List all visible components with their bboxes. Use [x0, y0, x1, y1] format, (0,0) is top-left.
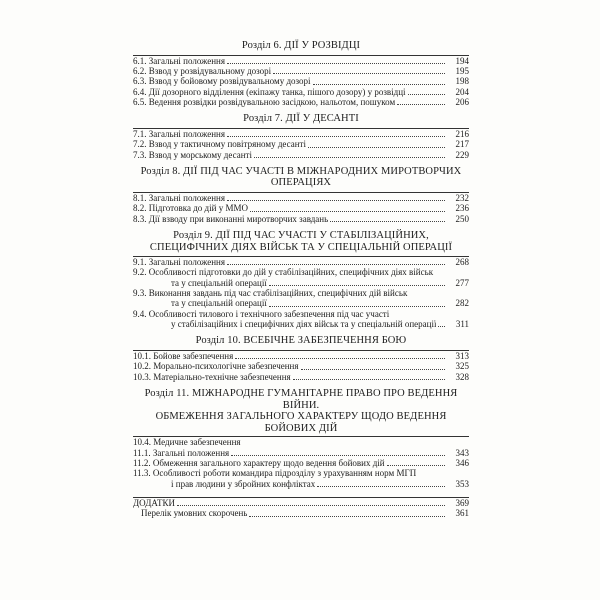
toc-entry-text: 8.3. Дії взводу при виконанні миротворчих завдань	[133, 213, 329, 224]
dot-leader	[227, 63, 445, 64]
toc-entry-text: та у спеціальній операції	[171, 298, 267, 309]
section-heading[interactable]	[133, 230, 469, 253]
toc-entry-text: 9.1. Загальні положення	[133, 257, 226, 268]
dot-leader	[177, 505, 445, 506]
toc-entry[interactable]	[133, 97, 469, 107]
page-number: 325	[455, 361, 469, 372]
dot-leader	[301, 369, 446, 370]
dot-leader	[438, 326, 445, 327]
dot-leader	[308, 147, 445, 148]
toc-entry[interactable]	[133, 468, 469, 489]
toc-entry-text: 10.4. Медичне забезпечення	[133, 437, 241, 448]
dot-leader	[387, 465, 445, 466]
section-heading-line: Розділ 6. ДІЇ У РОЗВІДЦІ	[241, 40, 361, 51]
table-of-contents	[133, 40, 469, 519]
toc-entry-text: 8.2. Підготовка до дій у ММО	[133, 203, 248, 214]
toc-entry[interactable]	[133, 203, 469, 213]
page-number: 311	[455, 319, 469, 330]
toc-entry[interactable]	[133, 56, 469, 66]
page-number: 250	[455, 213, 469, 224]
toc-entry[interactable]	[133, 267, 469, 288]
appendix-title: ДОДАТКИ	[133, 497, 176, 508]
section-heading-line: Розділ 8. ДІЇ ПІД ЧАС УЧАСТІ В МІЖНАРОДНИХ МИРОТВОРЧИХ	[140, 165, 462, 177]
toc-entry-text: 10.1. Бойове забезпечення	[133, 351, 234, 362]
toc-entry[interactable]	[133, 372, 469, 382]
toc-entry-text: Перелік умовних скорочень	[141, 508, 248, 519]
toc-entry-text: 11.3. Особливості роботи командира підрозділу з урахуванням норм МГП	[133, 468, 417, 479]
section-heading-line: ОПЕРАЦІЯХ	[270, 177, 332, 189]
toc-entry-text: 6.4. Дії дозорного відділення (екіпажу танка, пішого дозору) у розвідці	[133, 86, 406, 97]
dot-leader	[227, 264, 445, 265]
dot-leader	[317, 486, 445, 487]
toc-entry[interactable]	[133, 87, 469, 97]
page-number: 328	[455, 371, 469, 382]
page-number: 194	[455, 55, 469, 66]
page-number: 216	[455, 128, 469, 139]
page-number: 346	[455, 457, 469, 468]
toc-entry-text: 6.5. Ведення розвідки розвідувальною засідкою, нальотом, пошуком	[133, 96, 396, 107]
toc-entry-text: 9.3. Виконання завдань під час стабілізаційних, специфічних дій військ	[133, 288, 408, 299]
toc-entry[interactable]	[133, 257, 469, 267]
dot-leader	[231, 455, 445, 456]
dot-leader	[269, 306, 445, 307]
toc-entry-text: 11.2. Обмеження загального характеру щодо ведення бойових дій	[133, 457, 385, 468]
toc-entry[interactable]	[133, 193, 469, 203]
appendix-title-entry[interactable]	[133, 498, 469, 508]
toc-section-s7	[133, 113, 469, 160]
toc-entry-text: та у спеціальній операції	[171, 277, 267, 288]
toc-entry[interactable]	[133, 508, 469, 518]
toc-entry-text: 9.4. Особливості тилового і технічного забезпечення під час участі	[133, 308, 390, 319]
toc-entry-text: 10.2. Морально-психологічне забезпечення	[133, 361, 299, 372]
toc-entry[interactable]	[133, 150, 469, 160]
toc-entry-text: і прав людини у збройних конфліктах	[171, 478, 316, 489]
dot-leader	[235, 358, 445, 359]
section-heading-line: Розділ 11. МІЖНАРОДНЕ ГУМАНІТАРНЕ ПРАВО ПРО ВЕДЕННЯ ВІЙНИ.	[144, 388, 458, 411]
toc-entry-text: 11.1. Загальні положення	[133, 447, 230, 458]
page-number: 206	[455, 96, 469, 107]
dot-leader	[273, 73, 445, 74]
toc-entry[interactable]	[133, 214, 469, 224]
toc-entry[interactable]	[133, 437, 469, 447]
toc-entry[interactable]	[133, 139, 469, 149]
page-number: 204	[455, 86, 469, 97]
page-number: 313	[455, 351, 469, 362]
dot-leader	[408, 94, 445, 95]
section-heading[interactable]	[133, 166, 469, 189]
page-number: 343	[455, 447, 469, 458]
page-number: 361	[455, 508, 469, 519]
page-number: 229	[455, 149, 469, 160]
dot-leader	[330, 221, 445, 222]
section-heading[interactable]	[133, 113, 469, 125]
page-number: 277	[455, 277, 469, 288]
toc-section-s8	[133, 166, 469, 224]
page-number: 353	[455, 478, 469, 489]
page-number: 195	[455, 65, 469, 76]
dot-leader	[254, 157, 445, 158]
toc-entry-text: 7.1. Загальні положення	[133, 128, 226, 139]
dot-leader	[313, 84, 445, 85]
section-heading-line: ОБМЕЖЕННЯ ЗАГАЛЬНОГО ХАРАКТЕРУ ЩОДО ВЕДЕННЯ БОЙОВИХ ДІЙ	[155, 411, 447, 434]
toc-entry-text: 10.3. Матеріально-технічне забезпечення	[133, 371, 291, 382]
page-number: 268	[455, 257, 469, 268]
toc-entry[interactable]	[133, 309, 469, 330]
page-number: 369	[455, 497, 469, 508]
page-number: 232	[455, 192, 469, 203]
toc-entry[interactable]	[133, 66, 469, 76]
section-heading[interactable]	[133, 335, 469, 347]
toc-entry[interactable]	[133, 351, 469, 361]
section-heading-line: Розділ 9. ДІЇ ПІД ЧАС УЧАСТІ У СТАБІЛІЗАЦІЙНИХ,	[173, 229, 429, 241]
page-number: 198	[455, 76, 469, 87]
section-heading-line: Розділ 10. ВСЕБІЧНЕ ЗАБЕЗПЕЧЕННЯ БОЮ	[195, 335, 407, 347]
toc-entry-text: у стабілізаційних і специфічних діях військ та у спеціальній операції	[171, 319, 437, 330]
toc-entry-text: 8.1. Загальні положення	[133, 192, 226, 203]
toc-entry-text: 6.1. Загальні положення	[133, 55, 226, 66]
dot-leader	[227, 136, 445, 137]
toc-entry[interactable]	[133, 76, 469, 86]
section-heading[interactable]	[133, 40, 469, 52]
toc-section-s9	[133, 230, 469, 330]
toc-entry-text: 6.3. Взвод у бойовому розвідувальному дозорі	[133, 76, 311, 87]
toc-entry-text: 7.2. Взвод у тактичному повітряному десанті	[133, 139, 306, 150]
toc-entry[interactable]	[133, 458, 469, 468]
toc-entry[interactable]	[133, 288, 469, 309]
toc-entry[interactable]	[133, 129, 469, 139]
dot-leader	[269, 285, 445, 286]
toc-section-s11	[133, 388, 469, 489]
page-number: 236	[455, 203, 469, 214]
dot-leader	[250, 211, 445, 212]
toc-section-s10	[133, 335, 469, 382]
dot-leader	[397, 104, 445, 105]
dot-leader	[293, 379, 445, 380]
section-heading-line: Розділ 7. ДІЇ У ДЕСАНТІ	[243, 113, 359, 125]
toc-entry-text: 6.2. Взвод у розвідувальному дозорі	[133, 65, 272, 76]
toc-appendix	[133, 497, 469, 519]
section-heading-line: СПЕЦИФІЧНИХ ДІЯХ ВІЙСЬК ТА У СПЕЦІАЛЬНІЙ ОПЕРАЦІЇ	[149, 241, 453, 253]
section-heading[interactable]	[133, 388, 469, 434]
toc-entry-text: 7.3. Взвод у морському десанті	[133, 149, 252, 160]
toc-section-s6	[133, 40, 469, 107]
dot-leader	[227, 200, 445, 201]
toc-entry[interactable]	[133, 448, 469, 458]
page-number: 217	[455, 139, 469, 150]
dot-leader	[249, 516, 445, 517]
page-number: 282	[455, 298, 469, 309]
toc-entry-text: 9.2. Особливості підготовки до дій у стабілізаційних, специфічних діях військ	[133, 267, 434, 278]
toc-entry[interactable]	[133, 361, 469, 371]
